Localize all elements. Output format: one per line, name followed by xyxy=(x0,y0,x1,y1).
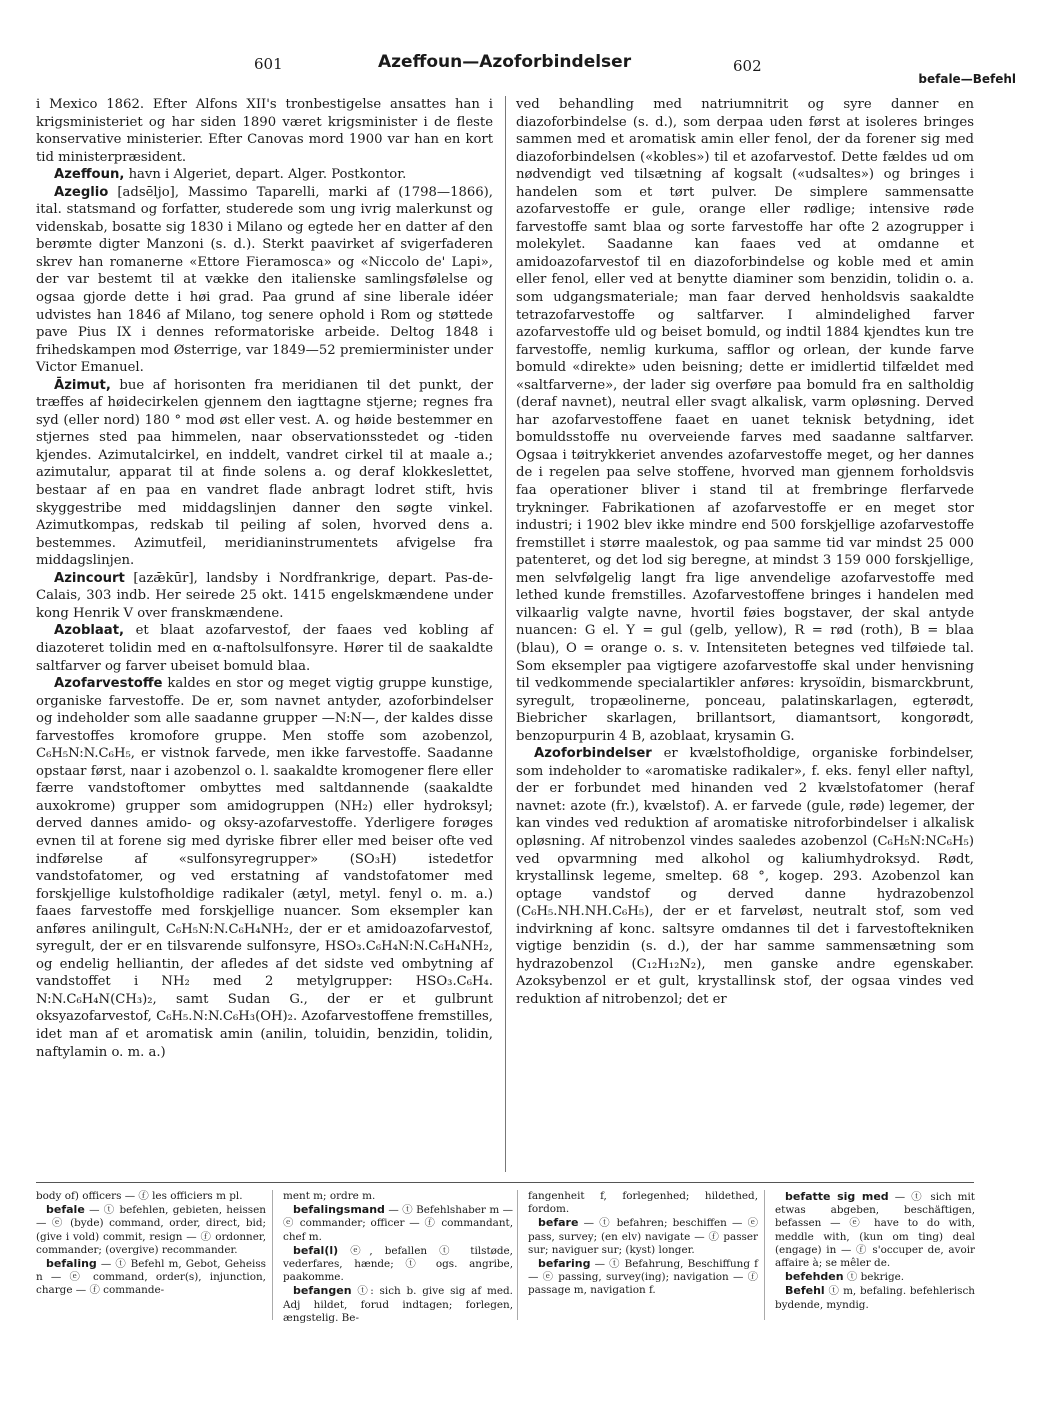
entry-text: [azǣkūr], landsby i Nordfrankrige, depart. Pas-de-Calais, 303 indb. Her seirede 25 okt. 1415 engelskmændene under kong Henrik V over franskmændene. xyxy=(36,570,493,621)
dictionary-entry xyxy=(36,570,493,623)
entry-text: bue af horisonten fra meridianen til det punkt, der træffes af høidecirkelen gjennem den iagttagne stjerne; regnes fra syd (eller nord) 180 ° mod øst eller vest. A. og høide bestemmer en stjernes sted paa himmelen, naar observationsstedet og -tiden kjendes. Azimutalcirkel, en inddelt, vandret cirkel til at maale a.; azimutalur, apparat til at finde solens a. og deraf klokkeslettet, bestaar af en paa en vandret flade anbragt lodret stift, hvis skyggestribe med middagslinjen danner den søgte vinkel. Azimutkompas, redskab til peiling af solen, hvorved dens a. bestemmes. Azimutfeil, meridianinstrumentets afvigelse fra middagslinjen. xyxy=(36,377,493,569)
footer-column-3 xyxy=(528,1190,758,1298)
footer-divider xyxy=(517,1190,518,1320)
entry-headword: Azeglio xyxy=(54,184,109,200)
entry-text: ⓔ, befallen ⓣ tilstøde, vederfares, hænde; ⓣ ogs. angribe, paakomme. xyxy=(283,1244,513,1284)
footer-column-2 xyxy=(283,1190,513,1325)
left-text-column xyxy=(36,96,493,1061)
entry-text: ved behandling med natriumnitrit og syre danner en diazoforbindelse (s. d.), som derpaa uden først at isoleres bringes sammen med et aromatisk amin eller fenol, der da forener sig med diazoforbindelsen («kobles») til et azofarvestof. Dette fældes ud om nødvendigt ved tilsætning af kogsalt («udsaltes») og bringes i handelen som et tørt pulver. De simplere sammensatte azofarvestoffe er gule, orange eller rødlige; intensive røde farvestoffe samt blaa og sorte farvestoffe har ofte 2 azogrupper i molekylet. Saadanne kan faaes ved at omdanne et amidoazofarvestof til en diazoforbindelse og koble med et amin eller fenol, eller ved at benytte diaminer som benzidin, tolidin o. a. som udgangsmateriale; man faar derved henholdsvis saakaldte tetrazofarvestoffe og saltfarver. I almindelighed farver azofarvestoffe uld og beiset bomuld, og indtil 1884 kjendtes kun tre farvestoffe, nemlig kurkuma, safflor og orlean, der kunde farve bomuld «direkte» uden beisning; dette er imidlertid tilfældet med «saltfarverne», der lader sig overføre paa bomuld fra en saltholdig (deraf navnet), neutral eller svagt alkalisk, varm opløsning. Derved har azofarvestoffene faaet en uanet teknisk betydning, idet bomuldsstoffe nu overveiende farves med saadanne saltfarver. Ogsaa i tøitrykkeriet anvendes azofarvestoffe meget, og her dannes de i regelen paa selve stoffene, hvorved man gjennem forholdsvis faa operationer bliver i stand til at frembringe flerfarvede trykninger. Fabrikationen af azofarvestoffe er en meget stor industri; i 1902 blev ikke mindre end 500 forskjellige azofarvestoffe fremstillet i større maalestok, og paa samme tid var mindst 25 000 patenteret, og det lod sig beregne, at mindst 3 159 000 forskjellige, men selvfølgelig langt fra lige anvendelige azofarvestoffe med lethed kunde fremstilles. Azofarvestoffene bringes i handelen med vilkaarlig valgte navne, hvortil føies bogstaver, der skal antyde nuancen: G el. Y = gul (gelb, yellow), R = rød (roth), B = blaa (blau), O = orange o. s. v. Intensiteten betegnes ved tilføiede tal. Som eksempler paa vigtigere azofarvestoffe skal under henvisning til vedkommende specialartikler anføres: krysoïdin, bismarckbrunt, syregult, tropæolinerne, ponceau, palatinskarlagen, egterødt, Biebricher skarlagen, brillantsort, diamantsort, kongorødt, benzopurpurin 4 B, azoblaat, krysamin G. xyxy=(516,97,974,744)
entry-text: i Mexico 1862. Efter Alfons XII's tronbestigelse ansattes han i krigsministeriet og har siden 1890 været krigsminister i de fleste konservative ministerier. Efter Canovas mord 1900 var han en kort tid ministerpræsident. xyxy=(36,97,493,165)
entry-text: ⓣ bekrige. xyxy=(846,1271,905,1284)
dictionary-entry xyxy=(36,184,493,377)
dictionary-entry xyxy=(36,622,493,675)
dictionary-entry xyxy=(36,96,493,166)
dictionary-entry xyxy=(283,1284,513,1325)
footer-column-1 xyxy=(36,1190,266,1298)
entry-text: [adsēljo], Massimo Taparelli, marki af (1798—1866), ital. statsmand og forfatter, studerede som ung ivrig malerkunst og videnskab, bosatte sig 1830 i Milano og egtede her en datter af den berømte digter Manzoni (s. d.). Sterkt paavirket af svigerfaderen skrev han romanerne «Ettore Fieramosca» og «Niccolo de' Lapi», der var bestemt til at vække den italienske samlingsfølelse og ogsaa gjorde dette i høi grad. Paa grund af sine liberale idéer udvistes han 1846 af Milano, tog senere ophold i Rom og støttede pave Pius IX i dennes reformatoriske arbeide. Deltog 1848 i frihedskampen mod Østerrige, var 1849—52 premierminister under Victor Emanuel. xyxy=(36,184,493,376)
footer-column-4 xyxy=(775,1190,975,1312)
page-header xyxy=(0,52,1064,78)
catchword: befale—Befehl xyxy=(918,72,1016,86)
right-text-column xyxy=(516,96,974,1008)
dictionary-entry xyxy=(36,1190,266,1203)
footer-rule xyxy=(36,1182,974,1183)
entry-text: — ⓣ Befehl m, Gebot, Geheiss n — ⓔ command, order(s), injunction, charge — ⓕ commande- xyxy=(36,1258,266,1297)
entry-headword: befaring xyxy=(538,1257,591,1271)
entry-headword: befaling xyxy=(46,1257,97,1271)
dictionary-entry xyxy=(516,96,974,745)
dictionary-entry xyxy=(528,1190,758,1216)
dictionary-entry xyxy=(283,1203,513,1244)
entry-text: — ⓣ befahren; beschiffen — ⓔ pass, survey; (en elv) navigate — ⓕ passer sur; naviguer sur; (kyst) longer. xyxy=(528,1217,758,1256)
entry-headword: Azoblaat, xyxy=(54,623,125,639)
entry-text: ment m; ordre m. xyxy=(283,1190,376,1202)
entry-headword: Azoforbindelser xyxy=(534,746,652,762)
entry-text: — ⓣ sich mit etwas abgeben, beschäftigen, befassen — ⓔ have to do with, meddle with, (kun om ting) deal (engage) in — ⓕ s'occuper de, avoir affaire à; se mêler de. xyxy=(775,1191,975,1270)
entry-text: havn i Algeriet, depart. Alger. Postkontor. xyxy=(128,167,407,183)
entry-headword: Azincourt xyxy=(54,570,125,586)
entry-headword: befale xyxy=(46,1203,85,1217)
dictionary-entry xyxy=(283,1190,513,1203)
entry-headword: befehden xyxy=(785,1270,844,1284)
entry-text: er kvælstofholdige, organiske forbindelser, som indeholder to «aromatiske radikaler», f. eks. fenyl eller naftyl, der er forbundet med hinanden ved 2 kvælstofatomer (heraf navnet: azote (fr.), kvælstof). A. er farvede (gule, røde) legemer, der kan vindes ved reduktion af aromatiske nitroforbindelser i alkalisk opløsning. Af nitrobenzol vindes saaledes azobenzol (C₆H₅N:NC₆H₅) ved opvarmning med alkohol og kaliumhydroksyd. Rødt, krystallinsk legeme, smeltep. 68 °, kogep. 293. Azobenzol kan optage vandstof og derved danne hydrazobenzol (C₆H₅.NH.NH.C₆H₅), der er et farveløst, neutralt stof, som ved indvirkning af konc. saltsyre omdannes til det i farvestoftekniken vigtige benzidin (s. d.), der har samme sammensætning som hydrazobenzol (C₁₂H₁₂N₂), men ganske andre egenskaber. Azoksybenzol er et gult, krystallinsk stof, der ogsaa vindes ved reduktion af nitrobenzol; det er xyxy=(516,746,974,1007)
dictionary-entry xyxy=(775,1284,975,1311)
dictionary-entry xyxy=(283,1244,513,1285)
entry-text: — ⓣ Befahrung, Beschiffung f — ⓔ passing, survey(ing); navigation — ⓕ passage m, navigation f. xyxy=(528,1258,758,1297)
left-page-number: 601 xyxy=(254,55,283,73)
entry-text: fangenheit f, forlegenhed; hildethed, fordom. xyxy=(528,1190,758,1216)
dictionary-entry xyxy=(775,1190,975,1270)
dictionary-entry xyxy=(516,745,974,1008)
entry-headword: Azofarvestoffe xyxy=(54,676,163,692)
entry-headword: befare xyxy=(538,1216,579,1230)
entry-headword: befal(l) xyxy=(293,1243,339,1257)
entry-text: ⓣ m, befaling. befehlerisch bydende, myndig. xyxy=(775,1285,975,1311)
entry-text: et blaat azofarvestof, der faaes ved kobling af diazoteret tolidin med en α-naftolsulfonsyre. Hører til de saakaldte saltfarver og farver ubeiset bomuld blaa. xyxy=(36,623,493,674)
entry-text: — ⓣ Befehlshaber m — ⓔ commander; officer — ⓕ commandant, chef m. xyxy=(283,1204,513,1243)
entry-text: — ⓣ befehlen, gebieten, heissen — ⓔ (byde) command, order, direct, bid; (give i vold) commit, resign — ⓕ ordonner, commander; (overgive) recommander. xyxy=(36,1204,266,1256)
entry-headword: befatte sig med xyxy=(785,1190,889,1203)
dictionary-entry xyxy=(528,1257,758,1298)
dictionary-entry xyxy=(528,1216,758,1257)
dictionary-entry xyxy=(36,1257,266,1298)
dictionary-entry xyxy=(36,377,493,570)
entry-headword: befangen xyxy=(293,1284,352,1298)
dictionary-entry xyxy=(36,675,493,1061)
running-title: Azeffoun—Azoforbindelser xyxy=(378,52,632,72)
entry-text: ⓣ: sich b. give sig af med. Adj hildet, forud indtagen; forlegen, ængstelig. Be- xyxy=(283,1285,513,1324)
dictionary-entry xyxy=(36,166,493,184)
entry-text: body of) officers — ⓕ les officiers m pl. xyxy=(36,1190,243,1202)
entry-headword: Āzimut, xyxy=(54,377,111,393)
entry-headword: Befehl xyxy=(785,1284,825,1298)
column-divider xyxy=(505,96,506,1172)
dictionary-entry xyxy=(36,1203,266,1257)
footer-divider xyxy=(764,1190,765,1320)
dictionary-entry xyxy=(775,1270,975,1284)
right-page-number: 602 xyxy=(733,57,762,75)
entry-text: kaldes en stor og meget vigtig gruppe kunstige, organiske farvestoffe. De er, som navnet antyder, azoforbindelser og indeholder som alle saadanne grupper —N:N—, der kaldes disse farvestoffes kromofore gruppe. Men stoffe som azobenzol, C₆H₅N:N.C₆H₅, er vistnok farvede, men ikke farvestoffe. Saadanne opstaar først, naar i azobenzol o. l. saakaldte kromogener flere eller færre vandstoftomer ombyttes med saltdannende (saakaldte auxokrome) grupper som amidogruppen (NH₂) eller hydroksyl; derved dannes amido- og oksy-azofarvestoffe. Yderligere forøges evnen til at forene sig med dyriske fibrer eller med beiser ofte ved indførelse af «sulfonsyregrupper» (SO₃H) istedetfor vandstofatomer, og ved erstatning af vandstofatomer med forskjellige kulstofholdige radikaler (ætyl, metyl. fenyl o. m. a.) faaes farvestoffe med forskjellige nuancer. Som eksempler kan anføres anilingult, C₆H₅N:N.C₆H₄NH₂, der er et amidoazofarvestof, syregult, der er en tilsvarende sulfonsyre, HSO₃.C₆H₄N:N.C₆H₄NH₂, og endelig helliantin, der afledes af det sidste ved ombytning af vandstoffet i NH₂ med 2 metylgrupper: HSO₃.C₆H₄. N:N.C₆H₄N(CH₃)₂, samt Sudan G., der er et gulbrunt oksyazofarvestof, C₆H₅.N:N.C₆H₃(OH)₂. Azofarvestoffene fremstilles, idet man af et aromatisk amin (anilin, toluidin, benzidin, tolidin, naftylamin o. m. a.) xyxy=(36,676,493,1060)
entry-headword: Azeffoun, xyxy=(54,167,125,183)
entry-headword: befalingsmand xyxy=(293,1203,385,1217)
footer-divider xyxy=(272,1190,273,1320)
